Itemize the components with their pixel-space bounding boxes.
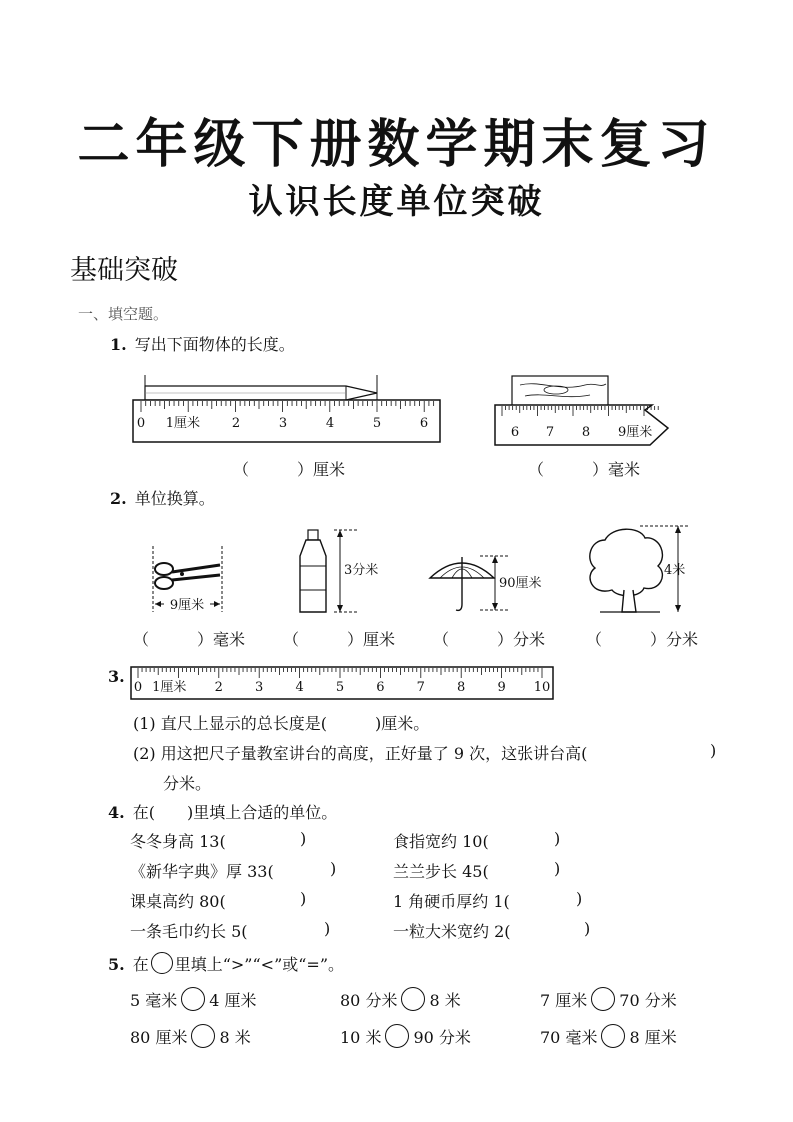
compare-circle-blank[interactable] (591, 987, 615, 1011)
pencil-icon (145, 375, 377, 402)
question-text: 在( )里填上合适的单位。 (132, 803, 338, 822)
page-title: 二年级下册数学期末复习 (77, 115, 716, 175)
umbrella-icon (430, 556, 510, 610)
question-number: 2. (110, 489, 127, 508)
question-text: 单位换算。 (134, 489, 215, 508)
scissors-length-label: 9厘米 (169, 598, 205, 613)
part-heading: 一、填空题。 (78, 305, 169, 323)
fill-unit-blank[interactable]: ) (554, 829, 561, 848)
compare-right: 90 分米 (413, 1027, 471, 1047)
question-text: 写出下面物体的长度。 (134, 335, 295, 354)
fill-unit-blank[interactable]: ) (554, 859, 561, 878)
compare-item (130, 1024, 251, 1048)
compare-item (340, 987, 461, 1011)
answer-blank-bottle[interactable]: （ ）厘米 (283, 630, 396, 649)
compare-circle-blank[interactable] (191, 1024, 215, 1048)
ruler-tick-label: 0 (133, 680, 143, 695)
question-3-part-2-close: ) (710, 741, 717, 760)
question-2 (110, 486, 215, 509)
ruler-tick-label: 2 (231, 416, 241, 431)
fill-unit-item: 兰兰步长 45( (393, 862, 489, 881)
circle-blank-icon (151, 952, 173, 974)
compare-left: 7 厘米 (540, 990, 588, 1010)
bottle-height-label: 3分米 (344, 563, 379, 578)
question-3-part-1: (1) 直尺上显示的总长度是( )厘米。 (133, 714, 430, 733)
compare-left: 70 毫米 (540, 1027, 598, 1047)
ruler-tick-label: 0 (136, 416, 146, 431)
compare-item (340, 1024, 471, 1048)
question-3-part-2: (2) 用这把尺子量教室讲台的高度，正好量了 9 次，这张讲台高( (133, 744, 588, 763)
umbrella-height-label: 90厘米 (499, 576, 542, 591)
fill-unit-item: 课桌高约 80( (130, 892, 226, 911)
question-3 (108, 667, 133, 686)
fill-unit-blank[interactable]: ) (300, 829, 307, 848)
compare-left: 5 毫米 (130, 990, 178, 1010)
question-5: 5. 在 里填上“>”“<”或“=”。 (108, 952, 344, 975)
ruler-tick-label: 4 (325, 416, 335, 431)
compare-left: 10 米 (340, 1027, 382, 1047)
compare-circle-blank[interactable] (601, 1024, 625, 1048)
compare-left: 80 厘米 (130, 1027, 188, 1047)
answer-blank-umbrella[interactable]: （ ）分米 (433, 630, 546, 649)
ruler-tick-label: 1厘米 (165, 416, 200, 431)
answer-blank-tree[interactable]: （ ）分米 (586, 630, 699, 649)
ruler-tick-label: 2 (214, 680, 223, 695)
fill-unit-blank[interactable]: ) (330, 859, 337, 878)
compare-right: 4 厘米 (209, 990, 257, 1010)
page-subtitle: 认识长度单位突破 (248, 182, 545, 222)
fill-unit-item: 1 角硬币厚约 1( (393, 892, 510, 911)
answer-blank-pencil[interactable]: （ ）厘米 (233, 460, 346, 479)
ruler-tick-label: 3 (255, 680, 264, 695)
compare-left: 80 分米 (340, 990, 398, 1010)
question-3-part-2-unit: 分米。 (163, 774, 212, 793)
question-number: 1. (110, 335, 127, 354)
compare-item (540, 987, 677, 1011)
compare-circle-blank[interactable] (385, 1024, 409, 1048)
compare-item (540, 1024, 677, 1048)
ruler-tick-label: 8 (457, 680, 466, 695)
ruler-tick-label: 4 (295, 680, 304, 695)
fill-unit-item: 食指宽约 10( (393, 832, 489, 851)
ruler-tick-label: 5 (335, 680, 345, 695)
fill-unit-item: 《新华字典》厚 33( (130, 862, 274, 881)
compare-circle-blank[interactable] (401, 987, 425, 1011)
compare-item (130, 987, 257, 1011)
fill-unit-item: 一条毛巾约长 5( (130, 922, 248, 941)
question-number: 4. (108, 803, 125, 822)
wood-block-icon (512, 376, 608, 406)
answer-blank-scissors[interactable]: （ ）毫米 (133, 630, 246, 649)
compare-circle-blank[interactable] (181, 987, 205, 1011)
ruler-tick-label: 9厘米 (618, 425, 653, 440)
ruler-tick-label: 6 (376, 680, 385, 695)
question-4 (108, 800, 337, 823)
compare-right: 8 米 (429, 990, 461, 1010)
compare-right: 8 米 (219, 1027, 251, 1047)
question-number: 3. (108, 667, 125, 686)
ruler-tick-label: 8 (581, 425, 591, 440)
ruler-tick-label: 7 (545, 425, 555, 440)
fill-unit-item: 一粒大米宽约 2( (393, 922, 511, 941)
ruler-tick-label: 5 (372, 416, 382, 431)
ruler-tick-label: 10 (533, 680, 551, 695)
compare-right: 8 厘米 (629, 1027, 677, 1047)
ruler-tick-label: 1厘米 (152, 680, 187, 695)
tree-height-label: 4米 (664, 563, 686, 578)
ruler-tick-label: 6 (510, 425, 520, 440)
fill-unit-blank[interactable]: ) (584, 919, 591, 938)
ruler-tick-label: 7 (416, 680, 425, 695)
fill-unit-blank[interactable]: ) (324, 919, 331, 938)
fill-unit-blank[interactable]: ) (300, 889, 307, 908)
fill-unit-blank[interactable]: ) (576, 889, 583, 908)
ruler-tick-label: 3 (278, 416, 288, 431)
ruler-tick-label: 9 (497, 680, 506, 695)
fill-unit-item: 冬冬身高 13( (130, 832, 226, 851)
question-number: 5. (108, 955, 125, 974)
answer-blank-wood[interactable]: （ ）毫米 (528, 460, 641, 479)
compare-right: 70 分米 (619, 990, 677, 1010)
section-heading: 基础突破 (70, 255, 178, 286)
ruler-tick-label: 6 (419, 416, 429, 431)
